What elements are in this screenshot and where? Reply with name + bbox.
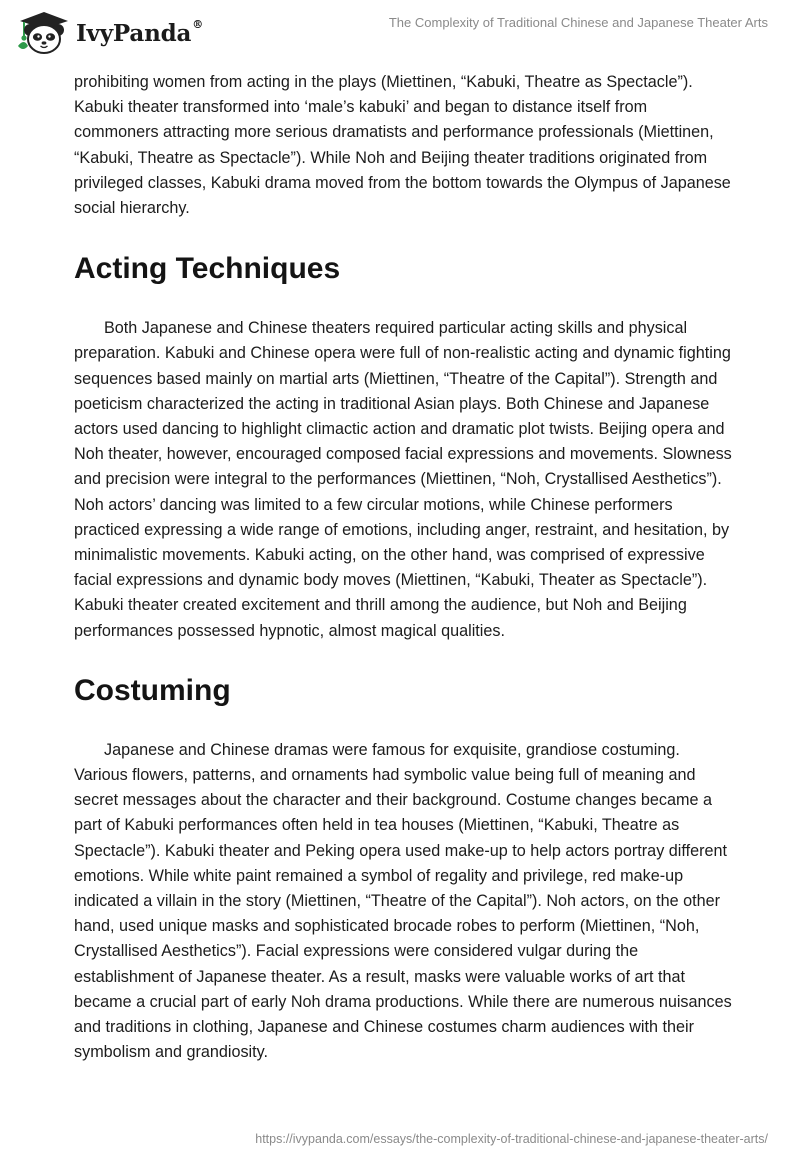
essay-content — [74, 70, 734, 1066]
panda-graduate-icon — [14, 8, 72, 56]
acting-techniques-paragraph: Both Japanese and Chinese theaters required particular acting skills and physical preparation. Kabuki and Chinese opera were full of non-realistic acting and dynamic fighting sequences based mainly on martial arts (Miettinen, “Theatre of the Capital”). Strength and poeticism characterized the acting in traditional Asian plays. Both Chinese and Japanese actors used dancing to highlight climactic action and dramatic plot twists. Beijing opera and Noh theater, however, encouraged composed facial expressions and movements. Slowness and precision were integral to the performances (Miettinen, “Noh, Crystallised Aesthetics”). Noh actors’ dancing was limited to a few circular motions, while Chinese performers practiced expressing a wide range of emotions, including anger, restraint, and hesitation, by minimalistic movements. Kabuki acting, on the other hand, was comprised of expressive facial expressions and dynamic body moves (Miettinen, “Kabuki, Theater as Spectacle”). Kabuki theater created excitement and thrill among the audience, but Noh and Beijing performances possessed hypnotic, almost magical qualities. — [74, 319, 732, 640]
section-heading-costuming: Costuming — [74, 673, 231, 707]
intro-paragraph: prohibiting women from acting in the plays (Miettinen, “Kabuki, Theatre as Spectacle”). Kabuki theater transformed into ‘male’s kabuki’ and began to distance itself from commoners attracting more serious dramatists and performance professionals (Miettinen, “Kabuki, Theatre as Spectacle”). While Noh and Beijing theater traditions originated from privileged classes, Kabuki drama moved from the bottom towards the Olympus of Japanese social hierarchy. — [74, 73, 731, 218]
section-heading-acting-techniques: Acting Techniques — [74, 252, 341, 286]
document-title: The Complexity of Traditional Chinese and Japanese Theater Arts — [388, 15, 768, 30]
source-url[interactable]: https://ivypanda.com/essays/the-complexity-of-traditional-chinese-and-japanese-theater-arts/ — [255, 1132, 768, 1146]
costuming-paragraph: Japanese and Chinese dramas were famous for exquisite, grandiose costuming. Various flowers, patterns, and ornaments had symbolic value being full of meaning and secret messages about the character and their background. Costume changes became a part of Kabuki performances often held in tea houses (Miettinen, “Kabuki, Theatre as Spectacle”). Kabuki theater and Peking opera used make-up to help actors portray different emotions. While white paint remained a symbol of regality and privilege, red make-up indicated a villain in the story (Miettinen, “Theatre of the Capital”). Noh actors, on the other hand, used unique masks and sophisticated brocade robes to perform (Miettinen, “Noh, Crystallised Aesthetics”). Facial expressions were considered vulgar during the establishment of Japanese theater. As a result, masks were valuable works of art that became a crucial part of early Noh drama productions. While there are numerous nuisances and traditions in clothing, Japanese and Chinese costumes charm audiences with their symbolism and grandiosity. — [74, 740, 732, 1062]
brand-name: IvyPanda® — [76, 17, 203, 47]
ivypanda-logo[interactable] — [14, 8, 203, 56]
page-header — [0, 0, 800, 66]
